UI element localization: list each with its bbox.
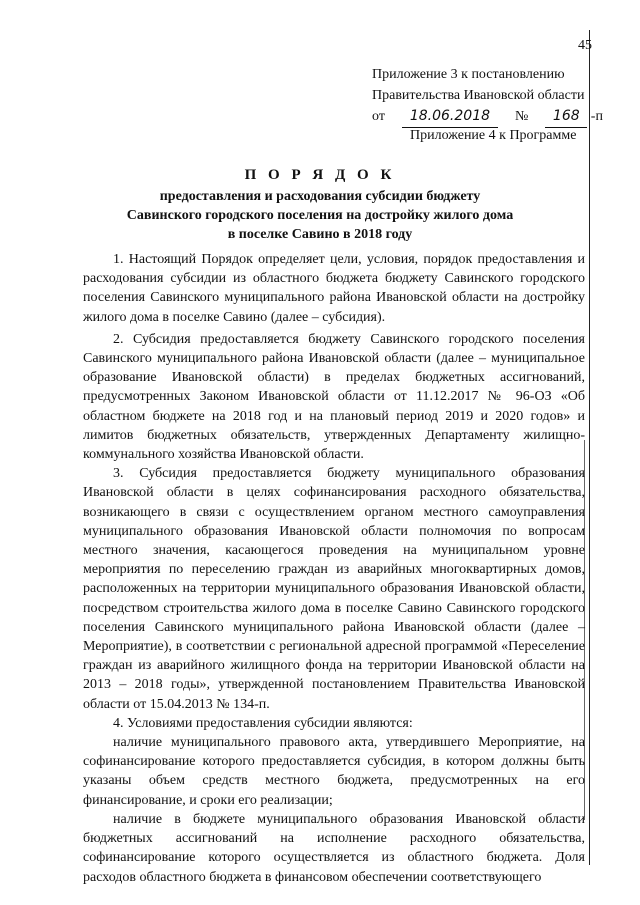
page-number: 45: [578, 38, 592, 53]
decree-date-number-row: [372, 106, 603, 128]
appendix-line-1: Приложение 3 к постановлению: [372, 67, 565, 82]
number-sign: №: [514, 109, 529, 124]
title-line-2: Савинского городского поселения на достройку жилого дома: [126, 208, 514, 223]
paragraph-5: наличие муниципального правового акта, утвердившего Мероприятие, на софинансирование которого предоставляется субсидия, в котором должны быть указаны объем средств местного бюджета, предусмотренных на его финансирование, и сроки его реализации;: [83, 735, 585, 808]
paragraph-4: 4. Условиями предоставления субсидии являются:: [113, 715, 413, 731]
scan-margin-line: [589, 30, 590, 865]
paragraph-6: наличие в бюджете муниципального образования Ивановской области бюджетных ассигнований на исполнение расходного обязательства, софинансирование которого осуществляется из областного бюджета. Доля расходов областного бюджета в финансовом обеспечении соответствующего: [83, 811, 585, 885]
document-title: [100, 163, 540, 244]
title-line-1: предоставления и расходования субсидии бюджету: [159, 189, 481, 204]
title-main: П О Р Я Д О К: [244, 167, 396, 183]
handwritten-number: 168: [545, 106, 587, 128]
from-label: от: [372, 109, 385, 124]
paragraph-3: 3. Субсидия предоставляется бюджету муниципального образования Ивановской области в целях софинансирования расходного обязательства, возникающего в связи с осуществлением органом местного самоуправления муниципального образования Ивановской области полномочия по вопросам местного значения, касающегося проведения на муниципальном уровне мероприятия по переселению граждан из аварийных многоквартирных домов, расположенных на территории муниципального образования Ивановской области, посредством строительства жилого дома в поселке Савино Савинского городского поселения Савинского муниципального района Ивановской области (далее – Мероприятие), в соответствии с региональной адресной программой «Переселение граждан из аварийного жилищного фонда на территории Ивановской области на 2013 – 2018 годы», утвержденной постановлением Правительства Ивановской области от 15.04.2013 № 134-п.: [83, 466, 585, 712]
paragraph-1: 1. Настоящий Порядок определяет цели, условия, порядок предоставления и расходования субсидии из областного бюджета бюджету Савинского городского поселения Савинского муниципального района Ивановской области на достройку жилого дома в поселке Савино (далее – субсидия).: [83, 252, 585, 325]
appendix-line-2: Правительства Ивановской области: [372, 88, 585, 103]
title-line-3: в поселке Савино в 2018 году: [227, 227, 413, 242]
document-body: [83, 250, 585, 887]
appendix-4-label: Приложение 4 к Программе: [410, 128, 577, 143]
paragraph-2: 2. Субсидия предоставляется бюджету Савинского городского поселения Савинского муниципального района Ивановской области (далее – муниципальное образование Ивановской области) в пределах бюджетных ассигнований, предусмотренных Законом Ивановской области от 11.12.2017 № 96-ОЗ «Об областном бюджете на 2018 год и на плановый период 2019 и 2020 годов» и лимитов бюджетных обязательств, утвержденных Департаменту жилищно-коммунального хозяйства Ивановской области.: [83, 331, 585, 463]
number-suffix: -п: [590, 109, 603, 124]
handwritten-date: 18.06.2018: [402, 106, 498, 128]
appendix-header: [372, 64, 603, 128]
